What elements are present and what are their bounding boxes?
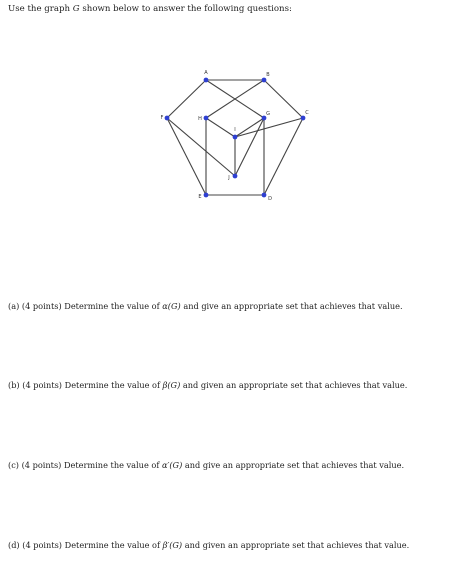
question-b-points: (4 points) [22, 380, 63, 390]
question-c-text-post: and give an appropriate set that achieves that value. [182, 460, 405, 470]
vertex-a [204, 78, 209, 83]
question-c-points: (4 points) [21, 460, 62, 470]
question-c-text-pre: Determine the value of [63, 460, 162, 470]
intro-post: shown below to answer the following questions: [79, 4, 292, 14]
vertex-label-f: F [160, 115, 164, 121]
vertex-label-b: B [266, 72, 270, 78]
vertex-label-h: H [198, 116, 202, 122]
vertex-f [165, 116, 170, 121]
edge-c-d [264, 118, 303, 195]
question-d-points: (4 points) [22, 540, 63, 550]
edge-g-j [235, 118, 264, 176]
question-a-symbol: α(G) [162, 301, 181, 311]
question-b-symbol: β(G) [162, 380, 181, 390]
question-c-symbol: α′(G) [161, 460, 183, 470]
edge-e-f [167, 118, 206, 195]
question-d-symbol: β′(G) [162, 540, 183, 550]
graph-variable: G [72, 4, 80, 14]
vertex-c [301, 116, 306, 121]
vertex-label-a: A [204, 70, 208, 76]
question-d-text-post: and given an appropriate set that achieves that value. [182, 540, 410, 550]
question-c [8, 460, 404, 470]
vertex-e [204, 193, 209, 198]
question-a-label: (a) [8, 301, 20, 311]
question-b-text-pre: Determine the value of [64, 380, 163, 390]
vertex-b [262, 78, 267, 83]
vertex-label-c: C [305, 110, 309, 116]
vertex-label-g: G [266, 111, 270, 117]
question-b [8, 380, 407, 390]
edge-f-j [167, 118, 235, 176]
question-c-label: (c) [8, 460, 19, 470]
question-a-text-post: and give an appropriate set that achieves that value. [180, 301, 403, 311]
edge-c-i [235, 118, 303, 137]
question-d-label: (d) [8, 540, 20, 550]
vertex-label-e: E [198, 194, 202, 200]
question-a-text-pre: Determine the value of [64, 301, 163, 311]
question-b-label: (b) [8, 380, 20, 390]
question-d-text-pre: Determine the value of [64, 540, 163, 550]
vertex-i [233, 135, 238, 140]
vertex-d [262, 193, 267, 198]
question-d [8, 540, 409, 550]
question-a-points: (4 points) [21, 301, 62, 311]
intro-pre: Use the graph [8, 4, 73, 14]
edge-f-a [167, 80, 206, 118]
edge-h-i [206, 118, 235, 137]
question-b-text-post: and given an appropriate set that achieves that value. [180, 380, 408, 390]
vertex-j [233, 174, 238, 179]
vertex-h [204, 116, 209, 121]
question-a [8, 301, 403, 311]
vertex-label-j: J [228, 175, 230, 181]
vertex-label-d: D [268, 196, 272, 202]
vertex-label-i: I [234, 127, 236, 133]
